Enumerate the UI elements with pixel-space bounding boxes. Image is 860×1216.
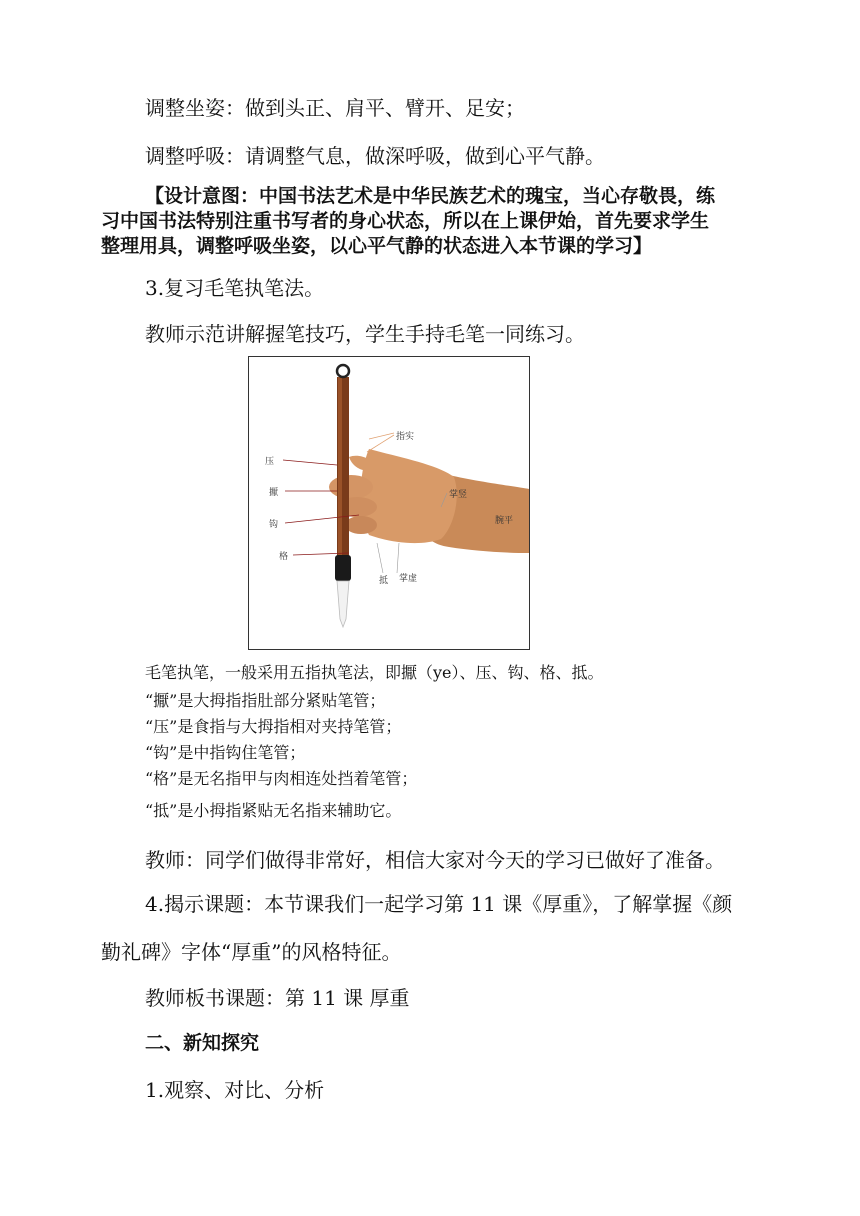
finger-shape [329,475,373,499]
label-zhangxu: 掌虚 [399,574,418,584]
text-method: 毛笔执笔，一般采用五指执笔法，即擫（ye）、压、钩、格、抵。 [145,663,604,682]
text-topic-1: 4.揭示课题：本节课我们一起学习第 11 课《厚重》，了解掌握《颜 [145,892,733,916]
label-ge: 格 [279,552,289,562]
text-breath: 调整呼吸：请调整气息，做深呼吸，做到心平气静。 [145,144,605,168]
text-teacher: 教师：同学们做得非常好，相信大家对今天的学习已做好了准备。 [145,848,725,872]
label-zhangshu: 掌竖 [449,490,468,500]
text-topic-2: 勤礼碑》字体“厚重”的风格特征。 [101,940,402,964]
design-note-line-2: 习中国书法特别注重书写者的身心状态，所以在上课伊始，首先要求学生 [101,210,710,232]
label-zhishi: 指实 [396,432,415,442]
finger-shape [345,516,377,534]
text-ge: “格”是无名指甲与肉相连处挡着笔管； [145,769,418,788]
brush-grip-figure [248,356,530,650]
text-sit: 调整坐姿：做到头正、肩平、臂开、足安； [145,96,525,120]
text-ya: “压”是食指与大拇指相对夹持笔管； [145,717,402,736]
design-note-line-1: 【设计意图：中国书法艺术是中华民族艺术的瑰宝，当心存敬畏，练 [145,185,716,207]
design-note-line-3: 整理用具，调整呼吸坐姿，以心平气静的状态进入本节课的学习】 [101,235,653,257]
text-observe: 1.观察、对比、分析 [145,1078,325,1102]
brush-bristles [337,581,349,627]
text-demo: 教师示范讲解握笔技巧，学生手持毛笔一同练习。 [145,322,585,346]
label-ya: 压 [265,457,275,467]
text-gou: “钩”是中指钩住笔管； [145,743,306,762]
text-board: 教师板书课题：第 11 课 厚重 [145,986,410,1010]
brush-ferrule [335,555,351,581]
section-heading: 二、新知探究 [145,1032,260,1054]
brush-loop [337,365,349,377]
label-gou: 钩 [269,520,279,530]
text-review: 3.复习毛笔执笔法。 [145,276,325,300]
text-ye: “擫”是大拇指指肚部分紧贴笔管； [145,691,386,710]
label-wanping: 腕平 [495,516,514,526]
text-di: “抵”是小拇指紧贴无名指来辅助它。 [145,801,402,820]
label-di: 抵 [379,576,389,586]
brush-shaft-highlight [338,377,342,557]
label-ye: 擫 [269,488,279,498]
